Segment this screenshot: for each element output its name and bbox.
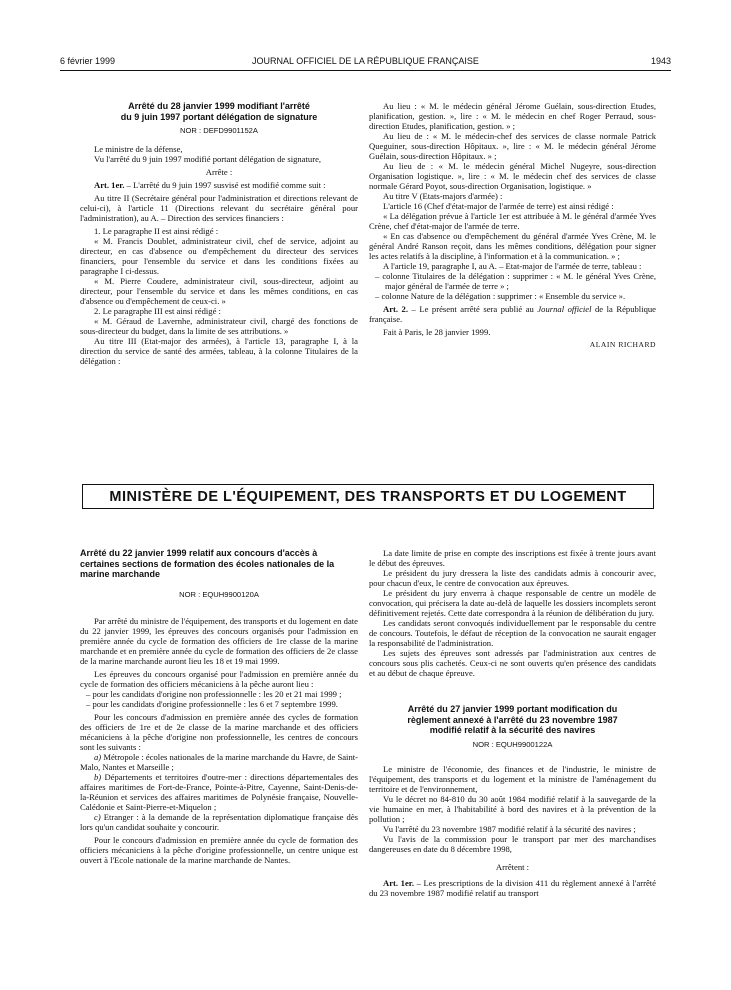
paragraph: Vu l'arrêté du 9 juin 1997 modifié portant délégation de signature,: [94, 154, 322, 164]
list-item: – colonne Titulaires de la délégation : supprimer : « M. le général Yves Crène, major général de l'armée de terre » ;: [375, 271, 656, 291]
running-header: [60, 56, 671, 70]
paragraph: Au lieu de : « M. le médecin général Michel Nugeyre, sous-direction Organisation logistique. », lire : « M. le médecin chef des services de classe normale Gérard Poyot, sous-direction Organisation, logistique. »: [369, 161, 656, 191]
article-1: Art. 1er. – Les prescriptions de la division 411 du règlement annexé à l'arrêté du 23 novembre 1987 modifié relatif au transport: [369, 877, 657, 898]
paragraph: 2. Le paragraphe III est ainsi rédigé :: [94, 306, 221, 316]
arrete-2-nor: NOR : EQUH9900120A: [179, 589, 259, 599]
paragraph: « En cas d'absence ou d'empêchement du général d'armée Yves Crène, M. le général André Ranson reçoit, dans les mêmes conditions, délégation pour signer les actes relatifs à la discipline, à l'information et à la communication. » ;: [369, 231, 656, 261]
paragraph: Les candidats seront convoqués individuellement par le responsable du centre de concours. Toutefois, le défaut de réception de la convocation ne saurait engager la responsabilité de l'administration.: [369, 618, 656, 648]
list-item: – pour les candidats d'origine professionnelle : les 6 et 7 septembre 1999.: [86, 698, 338, 709]
paragraph: Le ministre de la défense,: [94, 144, 183, 154]
paragraph: Le président du jury dressera la liste des candidats admis à concourir avec, pour chacun d'eux, le centre de convocation aux épreuves.: [369, 568, 656, 588]
list-item: – pour les candidats d'origine non professionnelle : les 20 et 21 mai 1999 ;: [86, 688, 342, 699]
paragraph: La date limite de prise en compte des inscriptions est fixée à trente jours avant le début des épreuves.: [369, 548, 656, 568]
list-item: – colonne Nature de la délégation : supprimer : « Ensemble du service ».: [375, 291, 626, 301]
arretent-heading: Arrêtent :: [495, 861, 530, 872]
arrete-heading: Arrête :: [205, 167, 233, 177]
paragraph: A l'article 19, paragraphe I, au A. – Etat-major de l'armée de terre, tableau :: [383, 261, 642, 271]
arrete-1-left-column: [80, 101, 358, 366]
signature: ALAIN RICHARD: [589, 340, 656, 349]
ministry-title: MINISTÈRE DE L'ÉQUIPEMENT, DES TRANSPORTS ET DU LOGEMENT: [109, 488, 627, 505]
paragraph: Au titre III (Etat-major des armées), à l'article 13, paragraphe I, à la direction du service de santé des armées, tableau, à la colonne Titulaires de la délégation :: [80, 336, 358, 366]
paragraph: Au titre V (Etats-majors d'armée) :: [383, 191, 503, 201]
page-number: 1943: [650, 56, 671, 66]
paragraph: 1. Le paragraphe II est ainsi rédigé :: [94, 226, 219, 236]
arrete-1-nor: NOR : DEFD9901152A: [180, 126, 258, 135]
paragraph: Pour le concours d'admission en première année du cycle de formation des officiers mécaniciens à la pêche d'origine professionnelle, un centre unique est ouvert à l'Ecole nationale de la marine marchande de Nantes.: [80, 834, 358, 865]
paragraph: Vu l'avis de la commission pour le transport par mer des marchandises dangereuses en date du 8 décembre 1998,: [369, 833, 656, 854]
paragraph: Au lieu de : « M. le médecin-chef des services de classe normale Patrick Queguiner, sous-direction Hôpitaux. », lire : « M. le médecin général Jérome Guélain, sous-direction Hôpitaux. » ;: [369, 131, 656, 161]
header-rule: [60, 70, 671, 71]
arrete-1-title: Arrêté du 28 janvier 1999 modifiant l'arrêté du 9 juin 1997 portant délégation de signature: [120, 101, 318, 122]
article-1: Art. 1er. – L'arrêté du 9 juin 1997 susvisé est modifié comme suit :: [94, 180, 326, 190]
paragraph: « M. Pierre Coudere, administrateur civil, sous-directeur, adjoint au directeur, pour l'ensemble du service et dans les mêmes conditions, en cas d'absence ou d'empêchement de ceux-ci. »: [80, 276, 358, 306]
arrete-2-column: [80, 548, 358, 865]
arrete-3-nor: NOR : EQUH9900122A: [472, 739, 553, 749]
arrete-1-right-column: [369, 101, 656, 350]
journal-title: JOURNAL OFFICIEL DE LA RÉPUBLIQUE FRANÇAISE: [252, 56, 479, 66]
paragraph: b) Départements et territoires d'outre-mer : directions départementales des affaires maritimes de Fort-de-France, Pointe-à-Pitre, Cayenne, Saint-Denis-de-la-Réunion et services des affaires maritimes de Polynésie française, Nouvelle-Calédonie et Saint-Pierre-et-Miquelon ;: [80, 771, 358, 812]
paragraph: Au titre II (Secrétaire général pour l'administration et directions relevant de celui-ci), à l'article 11 (Directions relevant du secrétaire général pour l'administration), au A. – Direction des services financiers :: [80, 193, 358, 223]
paragraph: Pour les concours d'admission en première année des cycles de formation des officiers de 1re et de 2e classe de la marine marchande et des officiers mécaniciens à la pêche d'origine non professionnelle, les centres de concours sont les suivants :: [80, 711, 358, 752]
paragraph: Les épreuves du concours organisé pour l'admission en première année du cycle de formation des officiers mécaniciens à la pêche auront lieu :: [80, 668, 358, 689]
paragraph: c) Etranger : à la demande de la représentation diplomatique française dès lors qu'un candidat souhaite y concourir.: [80, 811, 358, 832]
paragraph: Au lieu : « M. le médecin général Jérome Guélain, sous-direction Etudes, planification, gestion. », lire : « M. le médecin en chef Roger Perraud, sous-direction Etudes, planification, gestion. » ;: [369, 101, 656, 131]
paragraph: L'article 16 (Chef d'état-major de l'armée de terre) est ainsi rédigé :: [383, 201, 614, 211]
paragraph: a) Métropole : écoles nationales de la marine marchande du Havre, de Saint-Malo, Nantes et Marseille ;: [80, 751, 358, 772]
arrete-3-title: Arrêté du 27 janvier 1999 portant modification du règlement annexé à l'arrêté du 23 novembre 1987 modifié relatif à la sécurité des navires: [407, 704, 618, 735]
signing-place-date: Fait à Paris, le 28 janvier 1999.: [383, 327, 491, 337]
paragraph: Vu l'arrêté du 23 novembre 1987 modifié relatif à la sécurité des navires ;: [383, 823, 636, 834]
ministry-banner: [82, 484, 654, 509]
paragraph: Vu le décret no 84-810 du 30 août 1984 modifié relatif à la sauvegarde de la vie humaine en mer, à l'habitabilité à bord des navires et à la prévention de la pollution ;: [369, 793, 656, 824]
article-2: Art. 2. – Le présent arrêté sera publié au Journal officiel de la République française.: [369, 304, 656, 324]
paragraph: Le président du jury enverra à chaque responsable de centre un modèle de convocation, qui précisera la date au-delà de laquelle les dossiers incomplets seront définitivement rejetés. Cette date correspondra à la réunion de délibération du jury.: [369, 588, 656, 618]
arrete-2-3-column: [369, 548, 656, 898]
paragraph: « M. Géraud de Lavernhe, administrateur civil, chargé des fonctions de sous-directeur du budget, dans la limite de ses attributions. »: [80, 316, 358, 336]
paragraph: « M. Francis Doublet, administrateur civil, chef de service, adjoint au directeur, en cas d'absence ou d'empêchement du directeur des services financiers, pour l'ensemble du service et dans les conditions fixées au paragraphe I ci-dessus.: [80, 236, 358, 276]
arrete-2-title: Arrêté du 22 janvier 1999 relatif aux concours d'accès à certaines sections de formation des écoles nationales de la marine marchande: [80, 548, 335, 579]
paragraph: Le ministre de l'économie, des finances et de l'industrie, le ministre de l'équipement, des transports et du logement et la ministre de l'aménagement du territoire et de l'environnement,: [369, 763, 656, 794]
header-date: 6 février 1999: [60, 56, 116, 66]
paragraph: Les sujets des épreuves sont adressés par l'administration aux centres de concours sous plis cachetés. Ceux-ci ne sont ouverts qu'en présence des candidats et au début de chaque épreuve.: [369, 648, 656, 678]
paragraph: Par arrêté du ministre de l'équipement, des transports et du logement en date du 22 janvier 1999, les épreuves des concours organisés pour l'admission en première année du cycle de formation des officiers de 1re classe de la marine marchande et en première année du cycle de formation des officiers de 2e classe de la marine marchande auront lieu les 18 et 19 mai 1999.: [80, 615, 358, 666]
paragraph: « La délégation prévue à l'article 1er est attribuée à M. le général d'armée Yves Crène, chef d'état-major de l'armée de terre.: [369, 211, 656, 231]
